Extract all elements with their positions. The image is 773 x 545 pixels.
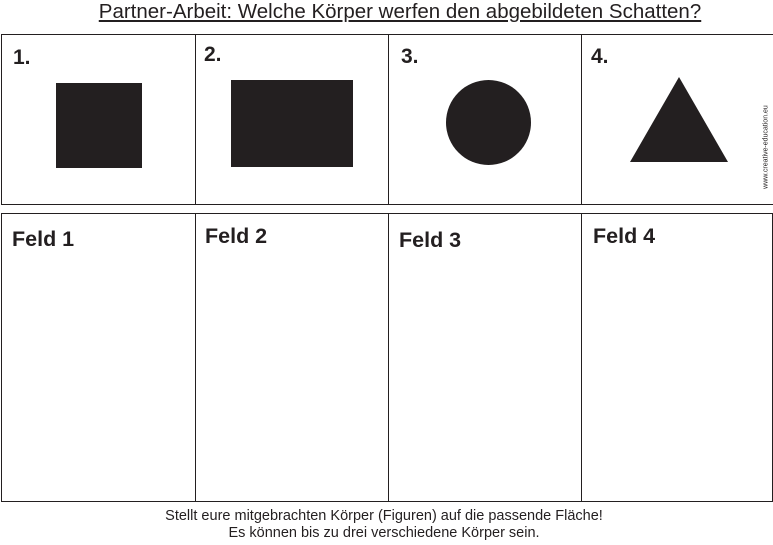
watermark: www.creative-education.eu: [762, 105, 770, 189]
field-1: [2, 214, 195, 501]
worksheet-title: Partner-Arbeit: Welche Körper werfen den abgebildeten Schatten?: [98, 0, 702, 23]
shadow-cell-3: [388, 35, 581, 204]
instruction-line-2: Es können bis zu drei verschiedene Körper sein.: [228, 525, 540, 541]
field-2: [195, 214, 388, 501]
shadow-cell-2: [195, 35, 388, 204]
shadow-number-2: 2.: [204, 43, 222, 66]
shadow-number-3: 3.: [401, 45, 419, 68]
field-label-2: Feld 2: [205, 224, 268, 248]
square-icon: [56, 83, 142, 168]
shadow-number-4: 4.: [591, 45, 609, 68]
field-label-4: Feld 4: [593, 224, 656, 248]
instructions: [0, 508, 768, 542]
shadow-cell-4: [581, 35, 773, 204]
instruction-line-1: Stellt eure mitgebrachten Körper (Figuren) auf die passende Fläche!: [165, 508, 603, 524]
field-row: [1, 213, 773, 502]
field-label-1: Feld 1: [12, 227, 75, 251]
shadow-number-1: 1.: [13, 46, 31, 69]
field-label-3: Feld 3: [399, 228, 462, 252]
shadow-row: [1, 34, 773, 205]
field-3: [388, 214, 581, 501]
circle-icon: [446, 80, 531, 165]
rectangle-icon: [231, 80, 353, 167]
field-4: [581, 214, 772, 501]
shadow-cell-1: [2, 35, 195, 204]
triangle-icon: [630, 77, 728, 162]
